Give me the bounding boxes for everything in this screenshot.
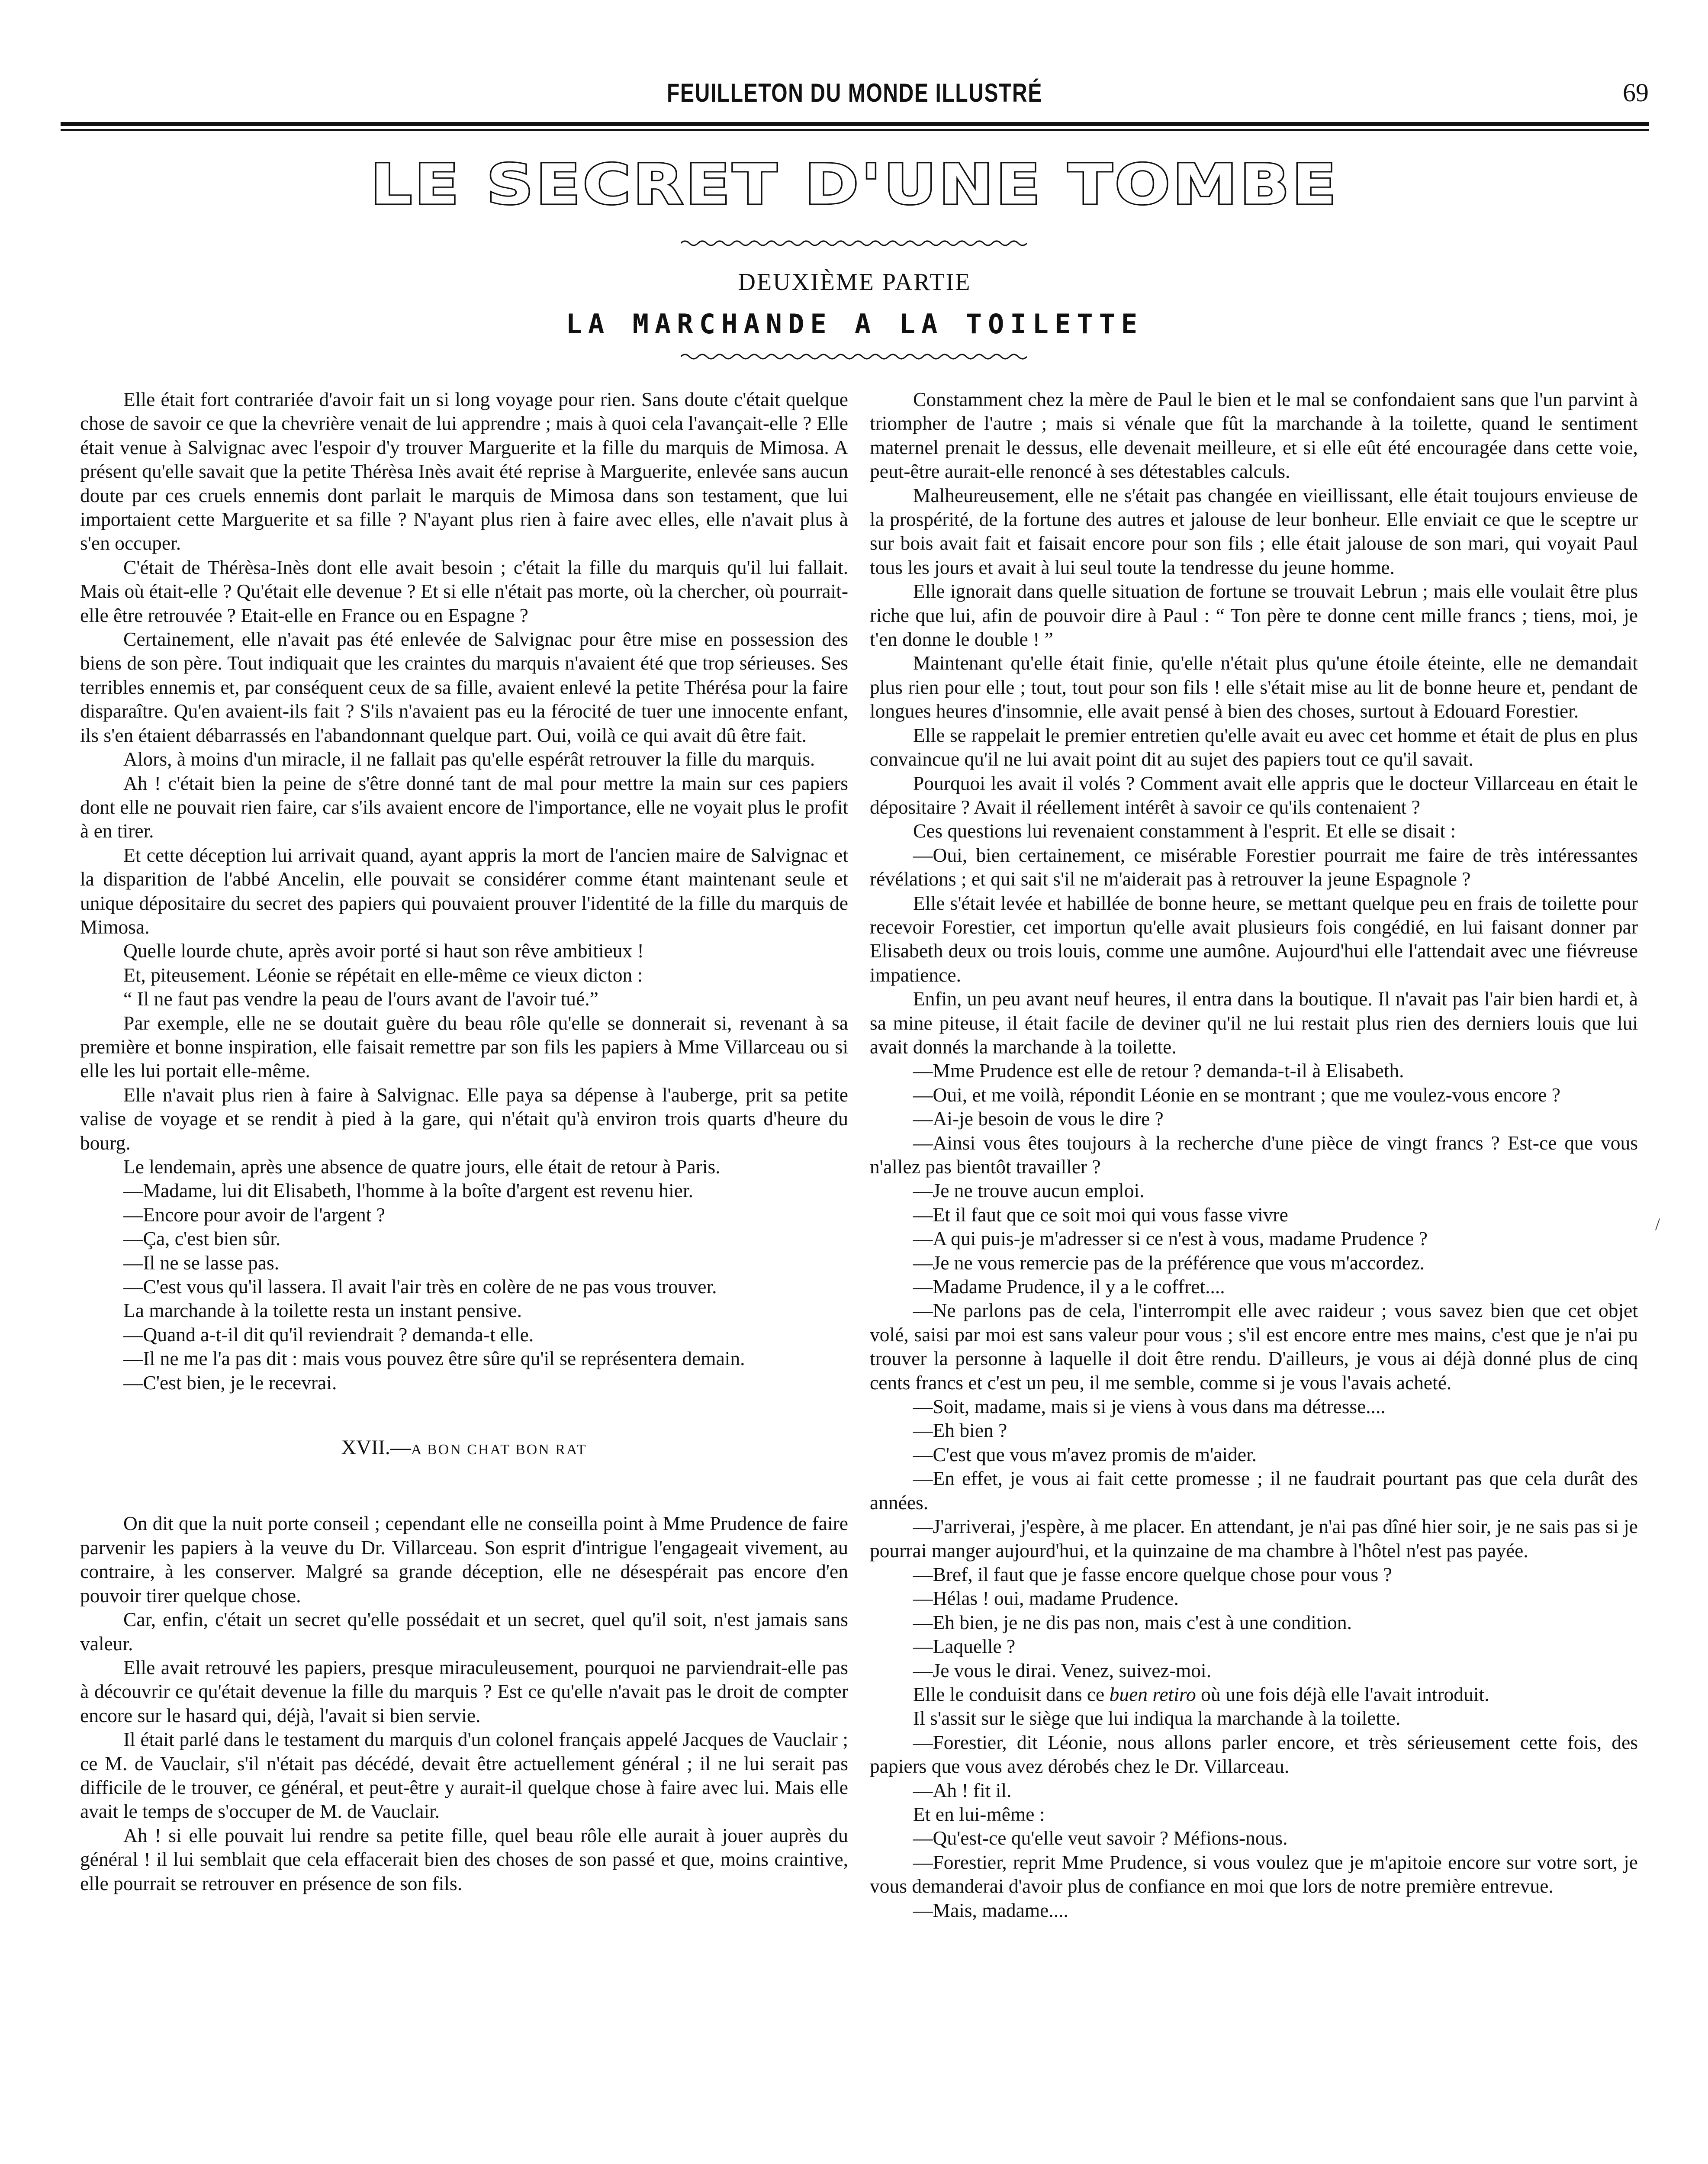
- paragraph: —Laquelle ?: [913, 1635, 1016, 1658]
- paragraph: —C'est bien, je le recevrai.: [123, 1371, 337, 1394]
- paragraph: —Ai-je besoin de vous le dire ?: [913, 1108, 1164, 1130]
- paragraph: —Forestier, reprit Mme Prudence, si vous voulez que je m'apitoie encore sur votre sort, je vous demanderai d'avoir plus de confiance en moi que lors de notre première entrevue.: [870, 1851, 1638, 1897]
- paragraph: —Il ne me l'a pas dit : mais vous pouvez être sûre qu'il se représentera demain.: [123, 1347, 745, 1370]
- paragraph: —Je ne vous remercie pas de la préférence que vous m'accordez.: [913, 1251, 1425, 1274]
- chapter-title: A BON CHAT BON RAT: [411, 1442, 587, 1458]
- paragraph: —Et il faut que ce soit moi qui vous fasse vivre: [913, 1203, 1288, 1226]
- paragraph: Ah ! si elle pouvait lui rendre sa petite fille, quel beau rôle elle aurait à jouer auprès du général ! il lui semblait que cela effacerait bien des choses de son passé et que, moins craintive, elle pourrait se retrouver en présence de son fils.: [80, 1824, 848, 1894]
- paragraph: —C'est que vous m'avez promis de m'aider.: [913, 1443, 1257, 1465]
- paragraph: C'était de Thérèsa-Inès dont elle avait besoin ; c'était la fille du marquis qu'il lui fallait. Mais où était-elle ? Qu'était elle devenue ? Et si elle n'était pas morte, où la chercher, où pourrait-elle être retrouvée ? Etait-elle en France ou en Espagne ?: [80, 556, 848, 626]
- margin-mark: /: [1655, 1214, 1660, 1234]
- paragraph: —Mais, madame....: [913, 1899, 1068, 1921]
- paragraph: —Eh bien, je ne dis pas non, mais c'est à une condition.: [913, 1611, 1352, 1633]
- paragraph: —A qui puis-je m'adresser si ce n'est à vous, madame Prudence ?: [913, 1227, 1428, 1250]
- right-column: [870, 387, 1638, 1922]
- paragraph: Malheureusement, elle ne s'était pas changée en vieillissant, elle était toujours envieuse de la prospérité, de la fortune des autres et jalouse de leur bonheur. Elle enviait ce que le sceptre ur sur bois avait fait et faisait encore pour son fils ; elle était jalouse de son mari, qui voyait Paul tous les jours et avait à lui seul toute la tendresse du jeune homme.: [870, 484, 1638, 578]
- paragraph: Ces questions lui revenaient constamment à l'esprit. Et elle se disait :: [913, 820, 1456, 842]
- paragraph: Et en lui-même :: [913, 1803, 1045, 1825]
- paragraph: Il s'assit sur le siège que lui indiqua la marchande à la toilette.: [913, 1707, 1401, 1729]
- running-head: [61, 78, 1649, 113]
- header-rule-thin: [61, 129, 1649, 131]
- paragraph: —Madame Prudence, il y a le coffret....: [913, 1275, 1225, 1298]
- left-column: [80, 387, 848, 1895]
- paragraph: Et cette déception lui arrivait quand, ayant appris la mort de l'ancien maire de Salvignac et la disparition de l'abbé Ancelin, elle pouvait se considérer comme étant maintenant seule et unique dépositaire du secret des papiers qui pouvaient prouver l'identité de la fille du marquis de Mimosa.: [80, 844, 848, 938]
- paragraph: —Oui, et me voilà, répondit Léonie en se montrant ; que me voulez-vous encore ?: [913, 1083, 1560, 1106]
- paragraph: —Ça, c'est bien sûr.: [123, 1227, 281, 1250]
- paragraph: —Ainsi vous êtes toujours à la recherche d'une pièce de vingt francs ? Est-ce que vous n'allez pas bientôt travailler ?: [870, 1131, 1638, 1178]
- paragraph: On dit que la nuit porte conseil ; cependant elle ne conseilla point à Mme Prudence de faire parvenir les papiers à la veuve du Dr. Villarceau. Son esprit d'intrigue l'engageait vivement, au contraire, à les conserver. Malgré sa grande déception, elle ne désespérait pas encore d'en pouvoir tirer quelque chose.: [80, 1512, 848, 1607]
- paragraph: —Ah ! fit il.: [913, 1779, 1012, 1801]
- ornament-wave-top: [681, 238, 1027, 248]
- chapter-heading: [80, 1436, 848, 1462]
- paragraph: Elle n'avait plus rien à faire à Salvignac. Elle paya sa dépense à l'auberge, prit sa petite valise de voyage et se rendit à pied à la gare, qui n'était qu'à environ trois quarts d'heure du bourg.: [80, 1083, 848, 1154]
- paragraph: “ Il ne faut pas vendre la peau de l'ours avant de l'avoir tué.”: [123, 988, 598, 1010]
- paragraph: Elle se rappelait le premier entretien qu'elle avait eu avec cet homme et était de plus en plus convaincue qu'il ne lui avait point dit au sujet des papiers tout ce qu'il savait.: [870, 724, 1638, 770]
- header-rule-thick: [61, 122, 1649, 126]
- story-title: LE SECRET D'UNE TOMBE: [370, 153, 1339, 217]
- ornament-wave-bottom: [681, 351, 1027, 362]
- paragraph: —Il ne se lasse pas.: [123, 1251, 280, 1274]
- paragraph: —C'est vous qu'il lassera. Il avait l'air très en colère de ne pas vous trouver.: [123, 1275, 717, 1298]
- paragraph: —Soit, madame, mais si je viens à vous dans ma détresse....: [913, 1395, 1386, 1418]
- paragraph: —Mme Prudence est elle de retour ? demanda-t-il à Elisabeth.: [913, 1059, 1404, 1082]
- paragraph: Alors, à moins d'un miracle, il ne fallait pas qu'elle espérât retrouver la fille du marquis.: [123, 748, 815, 770]
- section-title: LA MARCHANDE A LA TOILETTE: [566, 308, 1144, 340]
- paragraph: Car, enfin, c'était un secret qu'elle possédait et un secret, quel qu'il soit, n'est jamais sans valeur.: [80, 1608, 848, 1655]
- paragraph: Quelle lourde chute, après avoir porté si haut son rêve ambitieux !: [123, 940, 644, 962]
- paragraph: Enfin, un peu avant neuf heures, il entra dans la boutique. Il n'avait pas l'air bien hardi et, à sa mine piteuse, il était facile de deviner qu'il ne lui restait plus rien des derniers louis que lui avait donnés la marchande à la toilette.: [870, 988, 1638, 1058]
- chapter-number: XVII.—: [341, 1436, 411, 1459]
- paragraph: —En effet, je vous ai fait cette promesse ; il ne faudrait pourtant pas que cela durât des années.: [870, 1467, 1638, 1514]
- paragraph: —Forestier, dit Léonie, nous allons parler encore, et très sérieusement cette fois, des papiers que vous avez dérobés chez le Dr. Villarceau.: [870, 1731, 1638, 1778]
- paragraph: Certainement, elle n'avait pas été enlevée de Salvignac pour être mise en possession des biens de son père. Tout indiquait que les craintes du marquis n'avaient été que trop sérieuses. Ses terribles ennemis et, par conséquent ceux de sa fille, avaient enlevé la petite Thérésa pour la faire disparaître. Qu'en avaient-ils fait ? S'ils n'avaient pas eu la férocité de tuer une innocente enfant, ils s'en étaient débarrassés en l'abandonnant quelque part. Oui, voilà ce qui avait dû être fait.: [80, 628, 848, 746]
- paragraph: —Oui, bien certainement, ce misérable Forestier pourrait me faire de très intéressantes révélations ; et qui sait s'il ne m'aiderait pas à retrouver la jeune Espagnole ?: [870, 844, 1638, 890]
- paragraph: —Hélas ! oui, madame Prudence.: [913, 1587, 1179, 1610]
- paragraph: Constamment chez la mère de Paul le bien et le mal se confondaient sans que l'un parvint à triompher de l'autre ; mais si vénale que fût la marchande à la toilette, quand le sentiment maternel prenait le dessus, elle devenait meilleure, et si elle eût été encouragée dans cette voie, peut-être aurait-elle renoncé à ses détestables calculs.: [870, 388, 1638, 483]
- paragraph: —Quand a-t-il dit qu'il reviendrait ? demanda-t elle.: [123, 1323, 534, 1346]
- paragraph: Et, piteusement. Léonie se répétait en elle-même ce vieux dicton :: [123, 963, 643, 986]
- paragraph: Le lendemain, après une absence de quatre jours, elle était de retour à Paris.: [123, 1156, 721, 1178]
- paragraph: Elle était fort contrariée d'avoir fait un si long voyage pour rien. Sans doute c'était quelque chose de savoir ce que la chevrière venait de lui apprendre ; mais à quoi cela l'avançait-elle ? Elle était venue à Salvignac avec l'espoir d'y trouver Marguerite et la fille du marquis de Mimosa. A présent qu'elle savait que la petite Thérèsa Inès avait été reprise à Marguerite, enlevée sans aucun doute par ces cruels ennemis dont parlait le marquis de Mimosa dans son testament, que lui importaient cette Marguerite et sa fille ? N'ayant plus rien à faire avec elles, elle n'avait plus à s'en occuper.: [80, 388, 848, 554]
- paragraph: Par exemple, elle ne se doutait guère du beau rôle qu'elle se donnerait si, revenant à sa première et bonne inspiration, elle faisait remettre par son fils les papiers à Mme Villarceau ou si elle les lui portait elle-même.: [80, 1011, 848, 1082]
- paragraph: Elle s'était levée et habillée de bonne heure, se mettant quelque peu en frais de toilette pour recevoir Forestier, cet importun qu'elle avait plusieurs fois congédié, en lui faisant donner par Elisabeth deux ou trois louis, comme une aumône. Aujourd'hui elle l'attendait avec une fiévreuse impatience.: [870, 892, 1638, 986]
- paragraph: —Ne parlons pas de cela, l'interrompit elle avec raideur ; vous savez bien que cet objet volé, saisi par moi est sans valeur pour vous ; s'il est encore entre mes mains, c'est que je n'ai pu trouver la personne à laquelle il doit être rendu. D'ailleurs, je vous ai déjà donné plus de cinq cents francs et c'est un peu, il me semble, comme si je vous l'avais acheté.: [870, 1299, 1638, 1394]
- paragraph: Elle avait retrouvé les papiers, presque miraculeusement, pourquoi ne parviendrait-elle pas à découvrir ce qu'était devenue la fille du marquis ? Est ce qu'elle n'avait pas le droit de compter encore sur le hasard qui, déjà, l'avait si bien servie.: [80, 1656, 848, 1726]
- paragraph: Elle le conduisit dans ce buen retiro où une fois déjà elle l'avait introduit.: [913, 1683, 1489, 1705]
- paragraph: Pourquoi les avait il volés ? Comment avait elle appris que le docteur Villarceau en était le dépositaire ? Avait il réellement intérêt à savoir ce qu'ils contenaient ?: [870, 772, 1638, 818]
- page-number: 69: [1623, 78, 1649, 107]
- paragraph: Elle ignorait dans quelle situation de fortune se trouvait Lebrun ; mais elle voulait être plus riche que lui, afin de pouvoir dire à Paul : “ Ton père te donne cent mille francs ; tiens, moi, je t'en donne le double ! ”: [870, 580, 1638, 650]
- paragraph: —Eh bien ?: [913, 1419, 1007, 1442]
- paragraph: —Bref, il faut que je fasse encore quelque chose pour vous ?: [913, 1563, 1392, 1585]
- paragraph: —Je ne trouve aucun emploi.: [913, 1179, 1145, 1202]
- paragraph: La marchande à la toilette resta un instant pensive.: [123, 1299, 522, 1322]
- running-title: FEUILLETON DU MONDE ILLUSTRÉ: [667, 78, 1042, 107]
- paragraph: Ah ! c'était bien la peine de s'être donné tant de mal pour mettre la main sur ces papiers dont elle ne pouvait rien faire, car s'ils avaient encore de l'importance, elle ne voyait plus le profit à en tirer.: [80, 772, 848, 842]
- paragraph: —Je vous le dirai. Venez, suivez-moi.: [913, 1659, 1212, 1681]
- paragraph: —J'arriverai, j'espère, à me placer. En attendant, je n'ai pas dîné hier soir, je ne sais pas si je pourrai manger aujourd'hui, et la quinzaine de ma chambre à l'hôtel n'est pas payée.: [870, 1515, 1638, 1562]
- paragraph: —Madame, lui dit Elisabeth, l'homme à la boîte d'argent est revenu hier.: [123, 1179, 694, 1202]
- part-label: DEUXIÈME PARTIE: [738, 269, 971, 296]
- paragraph: —Encore pour avoir de l'argent ?: [123, 1203, 385, 1226]
- paragraph: Maintenant qu'elle était finie, qu'elle n'était plus qu'une étoile éteinte, elle ne demandait plus rien pour elle ; tout, tout pour son fils ! elle s'était mise au lit de bonne heure et, pendant de longues heures d'insomnie, elle avait pensé à bien des choses, surtout à Edouard Forestier.: [870, 652, 1638, 722]
- paragraph: Il était parlé dans le testament du marquis d'un colonel français appelé Jacques de Vauclair ; ce M. de Vauclair, s'il n'était pas décédé, devait être actuellement général ; il ne lui serait pas difficile de le trouver, ce général, et peut-être y aurait-il quelque chose à faire avec lui. Mais elle avait le temps de s'occuper de M. de Vauclair.: [80, 1728, 848, 1823]
- paragraph: —Qu'est-ce qu'elle veut savoir ? Méfions-nous.: [913, 1827, 1288, 1849]
